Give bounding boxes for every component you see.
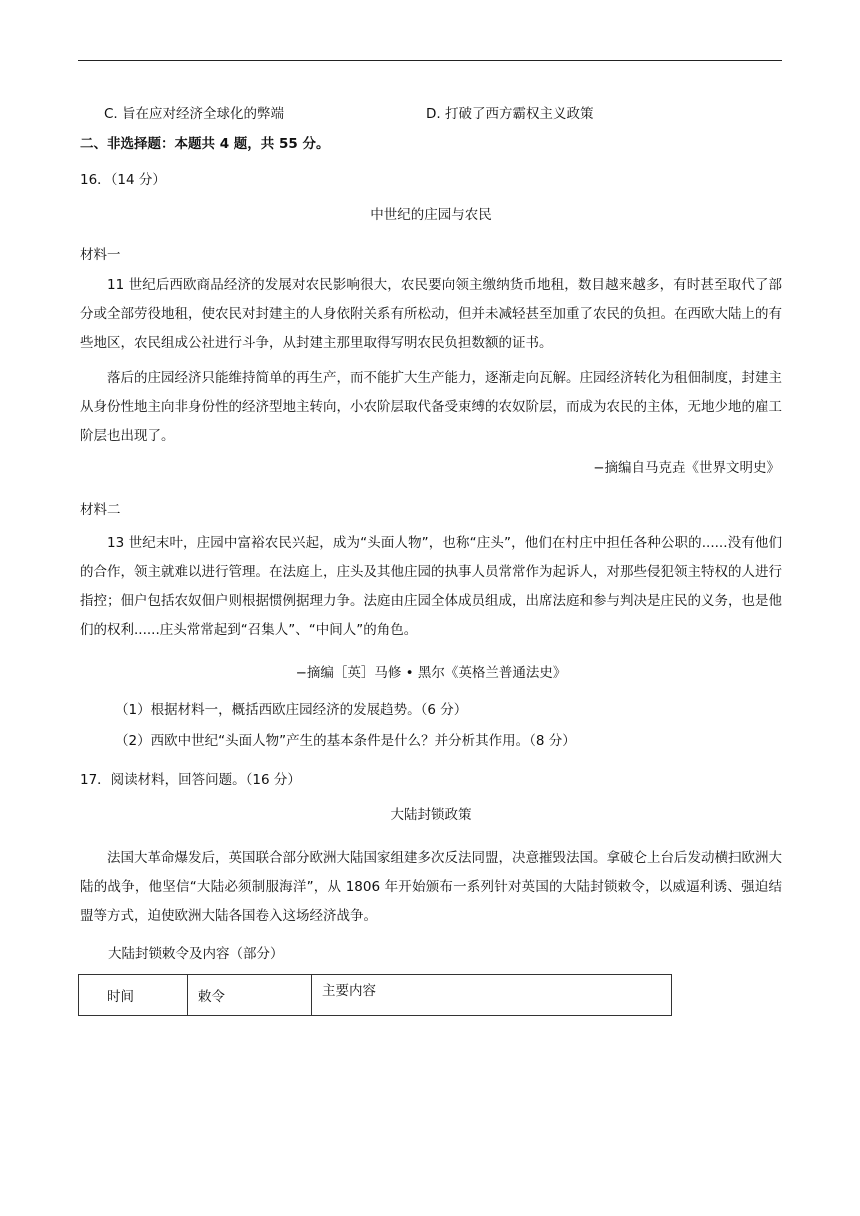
table-header-row (79, 975, 672, 1016)
material-2-paragraph-1: 13 世纪末叶，庄园中富裕农民兴起，成为“头面人物”，也称“庄头”，他们在村庄中担任各种公职的......没有他们的合作，领主就难以进行管理。在法庭上，庄头及其他庄园的执事人员常常作为起诉人，对那些侵犯领主特权的人进行指控；佃户包括农奴佃户则根据惯例据理力争。法庭由庄园全体成员组成，出席法庭和参与判决是庄民的义务，也是他们的权利......庄头常常起到“召集人”、“中间人”的角色。 (80, 535, 782, 638)
table-header-content: 主要内容 (312, 975, 672, 1016)
option-c: C. 旨在应对经济全球化的弊端 (104, 106, 285, 122)
material-2-label: 材料二 (80, 502, 121, 518)
table-header-time: 时间 (79, 975, 188, 1016)
material-1-paragraph-2: 落后的庄园经济只能维持简单的再生产，而不能扩大生产能力，逐渐走向瓦解。庄园经济转化为租佃制度，封建主从身份性地主向非身份性的经济型地主转向，小农阶层取代备受束缚的农奴阶层，而成为农民的主体，无地少地的雇工阶层也出现了。 (80, 370, 782, 444)
question-17-paragraph: 法国大革命爆发后，英国联合部分欧洲大陆国家组建多次反法同盟，决意摧毁法国。拿破仑上台后发动横扫欧洲大陆的战争，他坚信“大陆必须制服海洋”，从 1806 年开始颁布一系列针对英国的大陆封锁敕令，以威逼利诱、强迫结盟等方式，迫使欧洲大陆各国卷入这场经济战争。 (80, 850, 782, 924)
material-1-paragraph-1: 11 世纪后西欧商品经济的发展对农民影响很大，农民要向领主缴纳货币地租，数目越来越多，有时甚至取代了部分或全部劳役地租，使农民对封建主的人身依附关系有所松动，但并未减轻甚至加重了农民的负担。在西欧大陆上的有些地区，农民组成公社进行斗争，从封建主那里取得写明农民负担数额的证书。 (80, 277, 782, 351)
question-16-title: 中世纪的庄园与农民 (370, 207, 492, 223)
option-d: D. 打破了西方霸权主义政策 (426, 106, 594, 122)
question-17-number: 17．阅读材料，回答问题。（16 分） (80, 772, 301, 788)
sub-question-2: （2）西欧中世纪“头面人物”产生的基本条件是什么？并分析其作用。（8 分） (115, 733, 576, 749)
sub-question-1: （1）根据材料一，概括西欧庄园经济的发展趋势。（6 分） (115, 702, 468, 718)
table-header-decree: 敕令 (188, 975, 312, 1016)
decree-table (78, 974, 672, 1016)
material-2-source: −摘编［英］马修 • 黑尔《英格兰普通法史》 (295, 665, 567, 681)
material-1-source: −摘编自马克垚《世界文明史》 (593, 460, 780, 476)
question-17-title: 大陆封锁政策 (390, 807, 472, 823)
material-1-label: 材料一 (80, 247, 121, 263)
section-two-heading: 二、非选择题：本题共 4 题，共 55 分。 (80, 136, 330, 152)
header-rule (78, 60, 782, 61)
question-16-number: 16．（14 分） (80, 172, 166, 188)
table-caption: 大陆封锁敕令及内容（部分） (108, 946, 284, 962)
